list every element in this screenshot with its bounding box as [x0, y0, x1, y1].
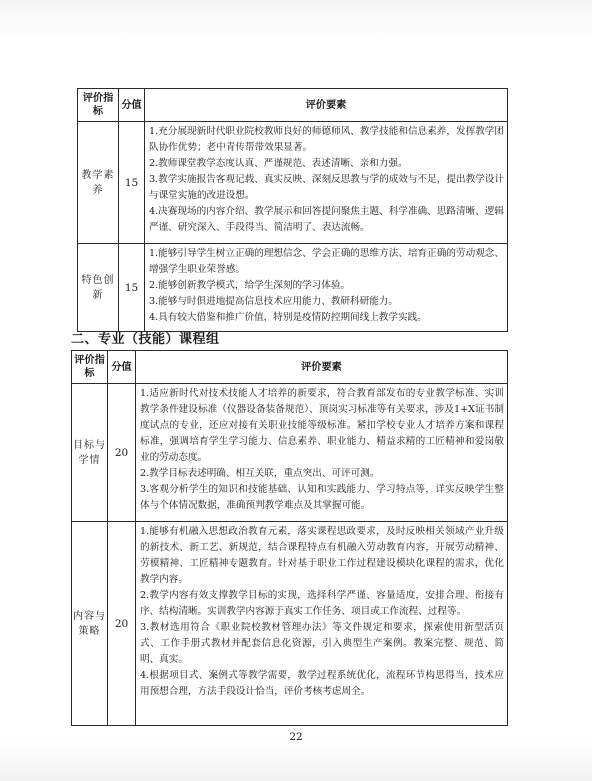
- requirement-item: 4.具有较大借鉴和推广价值，特别是疫情防控期间线上教学实践。: [149, 312, 427, 323]
- requirement-item: 1.能够引导学生树立正确的理想信念、学会正确的思维方法、培育正确的劳动观念、增强学生职业荣誉感。: [149, 248, 504, 275]
- indicator-cell: 目标与学情: [72, 384, 108, 522]
- requirement-item: 4.根据项目式、案例式等教学需要，教学过程系统优化，流程环节构思得当，技术应用预想合理，方法手段设计恰当，评价考核考虑周全。: [140, 670, 504, 697]
- indicator-cell: 教学素养: [78, 122, 119, 244]
- indicator-cell: 特色创新: [78, 244, 119, 332]
- score-cell: 20: [108, 522, 136, 726]
- score-cell: 15: [119, 244, 145, 332]
- table2-header-indicator: 评价指标: [72, 351, 108, 384]
- requirements-cell: [145, 244, 508, 332]
- table2-header-score: 分值: [108, 351, 136, 384]
- requirement-item: 2.教学目标表述明确、相互关联，重点突出、可评可测。: [140, 468, 380, 479]
- table1-header-requirements: 评价要素: [145, 89, 508, 122]
- table-row: [72, 384, 508, 522]
- table2-header-requirements: 评价要素: [136, 351, 508, 384]
- table-row: [72, 522, 508, 726]
- requirement-item: 2.能够创新教学模式，给学生深刻的学习体验。: [149, 280, 351, 291]
- requirements-cell: [136, 384, 508, 522]
- requirement-item: 1.充分展现新时代职业院校教师良好的师德师风、教学技能和信息素养，发挥教学团队协作优势；老中青传帮带效果显著。: [149, 126, 504, 153]
- requirement-item: 4.决赛现场的内容介绍、教学展示和回答提问聚焦主题、科学准确、思路清晰、逻辑严谨、研究深入、手段得当、简洁明了、表达流畅。: [149, 206, 504, 233]
- requirement-item: 2.教师课堂教学态度认真、严谨规范、表述清晰、亲和力强。: [149, 158, 408, 169]
- requirements-cell: [136, 522, 508, 726]
- score-cell: 15: [119, 122, 145, 244]
- table1-header-row: [78, 89, 508, 122]
- requirements-cell: [145, 122, 508, 244]
- requirement-item: 1.适应新时代对技术技能人才培养的新要求，符合教育部发布的专业教学标准、实训教学条件建设标准（仪器设备装备规范）、顶岗实习标准等有关要求，涉及1+X证书制度试点的专业，还应对接有关职业技能等级标准。紧扣学校专业人才培养方案和课程标准，强调培育学生学习能力、信息素养、职业能力、精益求精的工匠精神和爱岗敬业的劳动态度。: [140, 388, 504, 463]
- page-number: 22: [289, 731, 303, 743]
- table-row: [78, 244, 508, 332]
- evaluation-table-1: [77, 88, 508, 332]
- score-cell: 20: [108, 384, 136, 522]
- table1-header-score: 分值: [119, 89, 145, 122]
- requirement-item: 2.教学内容有效支撑教学目标的实现，选择科学严谨、容量适度，安排合理、衔接有序、结构清晰。实训教学内容源于真实工作任务、项目或工作流程、过程等。: [140, 590, 504, 617]
- evaluation-table-2: [71, 350, 508, 726]
- requirement-item: 3.教学实施报告客观记载、真实反映、深刻反思教与学的成效与不足，提出教学设计与课堂实施的改进设想。: [149, 174, 504, 201]
- table1-header-indicator: 评价指标: [78, 89, 119, 122]
- requirement-item: 3.教材选用符合《职业院校教材管理办法》等文件规定和要求，探索使用新型活页式、工作手册式教材并配套信息化资源，引入典型生产案例。教案完整、规范、简明、真实。: [140, 622, 504, 665]
- requirement-item: 3.能够与时俱进地提高信息技术应用能力、教研科研能力。: [149, 296, 398, 307]
- table-row: [78, 122, 508, 244]
- section-heading: 二、专业（技能）课程组: [71, 332, 220, 347]
- indicator-cell: 内容与策略: [72, 522, 108, 726]
- table2-header-row: [72, 351, 508, 384]
- requirement-item: 1.能够有机融入思想政治教育元素，落实课程思政要求，及时反映相关领域产业升级的新技术、新工艺、新规范，结合课程特点有机融入劳动教育内容，开展劳动精神、劳模精神、工匠精神专题教育。针对基于职业工作过程建设模块化课程的需求，优化教学内容。: [140, 526, 504, 585]
- requirement-item: 3.客观分析学生的知识和技能基础、认知和实践能力、学习特点等，详实反映学生整体与个体情况数据，准确预判教学难点及其掌握可能。: [140, 484, 504, 511]
